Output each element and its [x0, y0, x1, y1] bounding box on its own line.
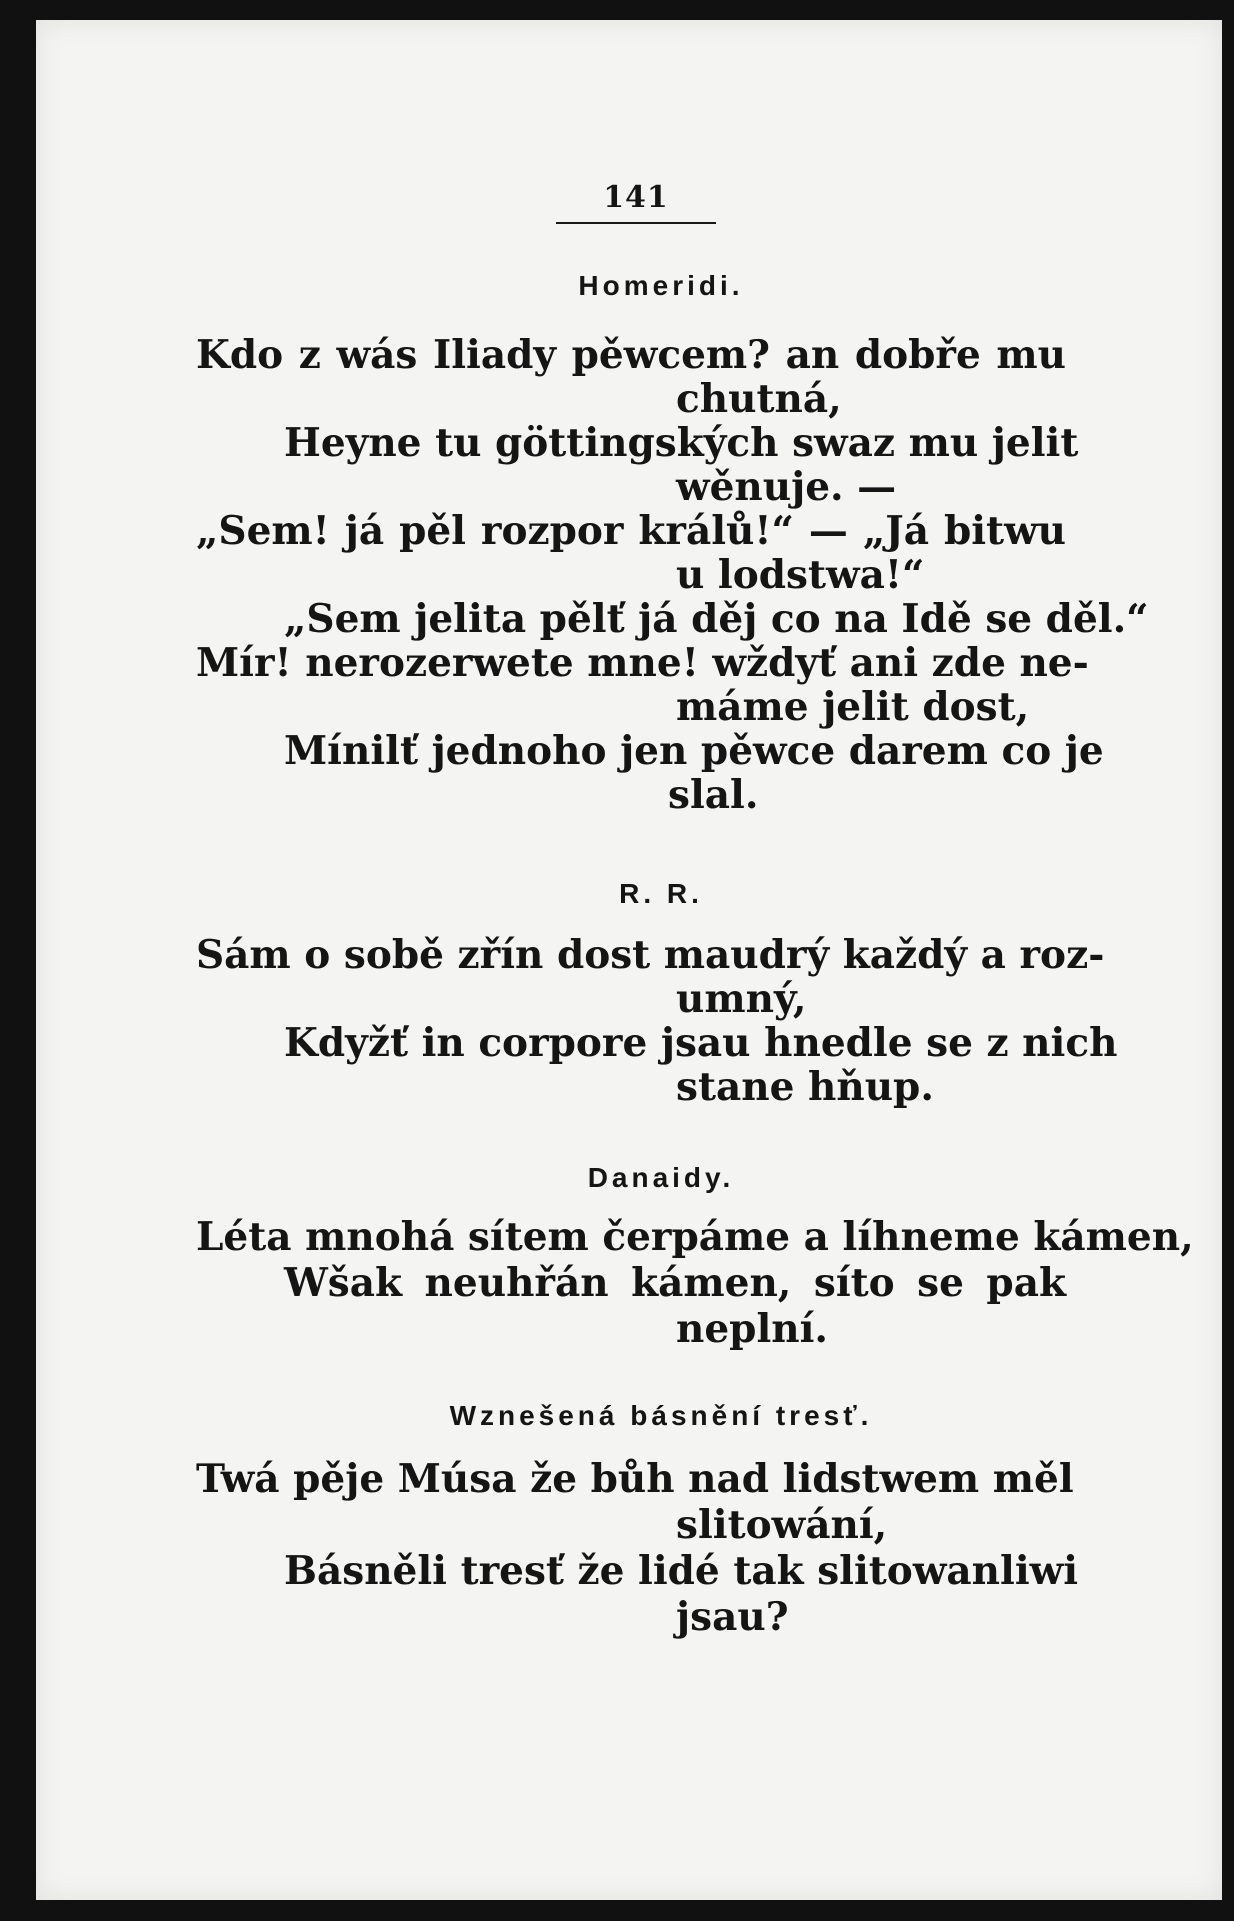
poem-title-wznesena: Wznešená básnění tresť. — [449, 1400, 873, 1431]
poem-title-homeridi: Homeridi. — [578, 270, 744, 301]
poem-line: Heyne tu göttingských swaz mu jelit — [284, 420, 1079, 466]
poem-line: Léta mnohá sítem čerpáme a líhneme kámen, — [196, 1214, 1194, 1260]
poem-line: umný, — [676, 976, 807, 1022]
poem-line: máme jelit dost, — [676, 684, 1030, 730]
book-page — [36, 20, 1222, 1900]
poem-line: slitowání, — [676, 1502, 888, 1548]
poem-line: Kdyžť in corpore jsau hnedle se z nich — [284, 1020, 1118, 1066]
poem-line: Mír! nerozerwete mne! wždyť ani zde ne- — [196, 640, 1089, 686]
poem-line: neplní. — [676, 1306, 829, 1352]
poem-line: Mínilť jednoho jen pěwce darem co je — [284, 728, 1104, 774]
page-number: 141 — [603, 180, 669, 215]
poem-line: Básněli tresť že lidé tak slitowanliwi — [284, 1548, 1079, 1594]
poem-line: Twá pěje Músa že bůh nad lidstwem měl — [196, 1456, 1074, 1502]
poem-line: chutná, — [676, 376, 842, 422]
poem-line: stane hňup. — [676, 1064, 934, 1110]
poem-line: slal. — [668, 772, 759, 818]
poem-line: Sám o sobě zřín dost maudrý každý a roz- — [196, 932, 1105, 978]
poem-line: wěnuje. — — [676, 464, 897, 510]
poem-line: „Sem! já pěl rozpor králů!“ — „Já bitwu — [196, 508, 1066, 554]
poem-line: jsau? — [676, 1594, 789, 1640]
page-number-rule — [556, 222, 716, 224]
poem-title-danaidy: Danaidy. — [587, 1162, 735, 1193]
poem-line: u lodstwa!“ — [676, 552, 925, 598]
poem-title-rr: R. R. — [619, 878, 703, 909]
poem-line: Wšak neuhřán kámen, síto se pak — [284, 1260, 1066, 1306]
poem-line: „Sem jelita pělť já děj co na Idě se děl.“ — [284, 596, 1149, 642]
poem-line: Kdo z wás Iliady pěwcem? an dobře mu — [196, 332, 1066, 378]
